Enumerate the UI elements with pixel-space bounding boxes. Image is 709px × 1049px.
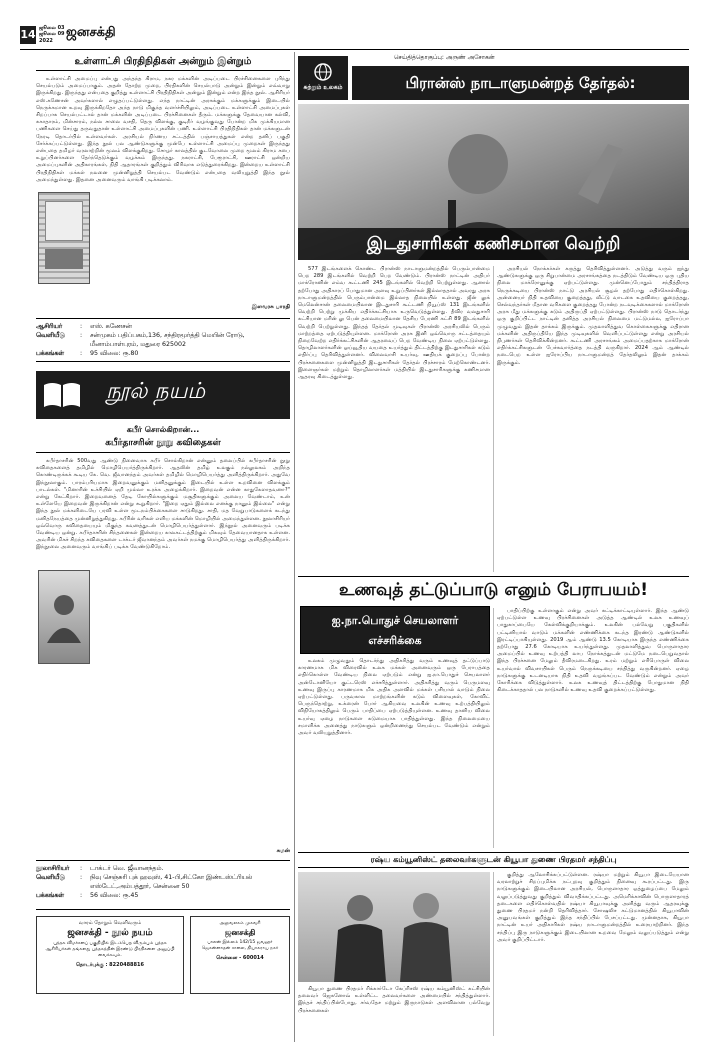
world-kicker: சுற்றும் உலகம் bbox=[303, 84, 343, 91]
page-header bbox=[20, 24, 290, 48]
meta-publisher-colon: : bbox=[80, 332, 83, 339]
leaders-photo-image bbox=[298, 872, 490, 982]
food-box-title: ஐ.நா.பொதுச் செயலாளர் எச்சரிக்கை bbox=[331, 614, 459, 647]
meta-author-key: ஆசிரியர் bbox=[36, 323, 63, 330]
meta-pages-key: பக்கங்கள் bbox=[36, 350, 64, 357]
paper-name: ஜனசக்தி bbox=[66, 25, 116, 40]
books-meta-author-value: டாக்டர் வெ. ஜீவானந்தம். bbox=[90, 865, 164, 872]
russia-col-gutter bbox=[493, 872, 494, 1036]
ad-right bbox=[190, 916, 290, 994]
food-headline: உணவுத் தட்டுப்பாடு எனும் பேராபயம்! bbox=[339, 580, 648, 600]
meta-pages-row bbox=[36, 349, 290, 358]
ad-left-title: ஜனசக்தி - நூல் நயம் bbox=[67, 928, 153, 938]
russia-headline-bar bbox=[298, 852, 689, 868]
russia-col-2 bbox=[497, 872, 689, 1036]
year: 2022 bbox=[39, 38, 53, 44]
meta-author-row bbox=[36, 322, 290, 331]
books-meta-box bbox=[36, 860, 290, 910]
books-paragraph: கபீர்தாசரின் 500வது ஆண்டு நினைவாக கபீர் சொல்கிறான் என்னும் தலைப்பில் கபீர்தாசரின் நூறு கவிதைகளைத் தமிழில் மொழிபெயர்த்திருக்கிறார். ஆதலின் தமிழ் உலகும் நல்லுலகம் அறிந்த கொண்டிருக்கக் கூடிய கே. வெ. ஜீவானந்தம் அவர்கள் தமிழில் மொழிபெயர்த்து அளித்திருக்கிறார். அதுவே இந்நூலாகும். பாரம்பரியமாக இறைவனுக்கும் மனிதனுக்கும் இடையில் உள்ள உறவினை விளக்கும் பாடல்கள். "மினாரின் உச்சியில் ஏறி முல்லா உரக்க அழைக்கிறார். இறைவன் என்ன காதுகேளாதவனா?" என்று கேட்கிறார். இறைவனைத் தேடி கோயில்களுக்கும் மசூதிகளுக்கும் அலைய வேண்டாம், உன் உள்ளேயே இறைவன் இருக்கிறான் என்று கூறுகிறார். "இறை ஏதும் இல்லை எனக்கு நானும் இல்லை" என்று இந்த நூல் மக்களிடையே பரவி உள்ள மூடநம்பிக்கைகளை சாடுகிறது. சாதி, மத வேறுபாடுகளைக் கடந்து மனிதநேயத்தை முன்னிறுத்துகிறது. கபீரின் வரிகள் எளிய மக்களின் மொழியில் அமைந்துள்ளன. நூலாசிரியர் ஒவ்வொரு கவிதையையும் மிகுந்த கவனத்துடன் மொழிபெயர்த்துள்ளார். இந்நூல் அனைவரும் படிக்க வேண்டிய ஒன்று. கபீர்தாசரின் சிந்தனைகள் இன்றைய காலகட்டத்திற்கும் மிகவும் தேவையானதாக உள்ளன. அவரின் மிகச் சிறந்த கவிதைகளை டாக்டர் ஜீவானந்தம் அவர்கள் நமக்கு மொழிபெயர்த்து அளித்திருக்கிறார். இந்நூலை அனைவரும் வாங்கிப் படிக்க வேண்டுகிறோம். bbox=[36, 458, 290, 551]
left-title-rule bbox=[36, 70, 290, 71]
books-title-1: கபீர் சொல்கிறான்... bbox=[126, 425, 200, 434]
meta-publisher-value: சன்முகம் பதிப்பகம்,136, சந்திரமூர்த்தி மெயின் ரோடு, மீனாம்பாள்புரம், மதுரை 625002 bbox=[90, 332, 245, 348]
books-meta-publisher-value: நிவு செஞ்சுரி புக் ஹவுஸ், 41-பி,சிட்கோ இண்டஸ்ட்ரியல் எஸ்டேட்,அம்பத்தூர், சென்னை 50 bbox=[90, 874, 253, 890]
column-divider bbox=[294, 52, 295, 1042]
meta-publisher-key: வெளியீடு bbox=[36, 332, 65, 339]
books-meta-author-row bbox=[36, 864, 290, 873]
food-col-gutter bbox=[493, 608, 494, 848]
books-title-2: கபீர்தாசரின் நூறு கவிதைகள் bbox=[105, 438, 221, 448]
world-photo-headline: இடதுசாரிகள் கணிசமான வெற்றி bbox=[366, 234, 621, 254]
food-col-1-paragraph: உலகம் முழுவதும் தொடர்ந்து அதிகரித்து வரும் உணவுத் தட்டுப்பாடு காரணமாக மிக விரைவில் உலக மக்கள் அனைவரும் ஒரு பேராபத்தை எதிர்கொள்ள வேண்டிய நிலை ஏற்படும் என்று ஐ.நா.பொதுச் செயலாளர் அன்டோனியோ குட்டரெஸ் எச்சரித்துள்ளார். அதிகரித்து வரும் பெருமளவு உணவு இருப்பு காரணமாக மிக அதிக அளவில் மக்கள் பசியால் வாடும் நிலை ஏற்பட்டுள்ளது. பருவகால மாற்றங்களின் கடும் விளைவுகள், கோவிட் பெருந்தொற்று, உக்ரைன் போர் ஆகியவை உலகின் உணவு உற்பத்தியிலும் விநியோகத்திலும் பெரும் பாதிப்பை ஏற்படுத்தியுள்ளன. உணவு தானிய விலை உயர்வு ஏழை நாடுகளை கடுமையாக பாதித்துள்ளது. இந்த நிலைமையை சமாளிக்க அனைத்து நாடுகளும் ஒன்றிணைந்து செயல்பட வேண்டும் என்றும் அவர் வலியுறுத்தினார். bbox=[298, 658, 490, 737]
food-box bbox=[300, 606, 490, 654]
russia-caption bbox=[298, 986, 490, 1036]
world-headline-bar bbox=[352, 66, 689, 100]
books-meta-publisher-key: வெளியீடு bbox=[36, 874, 65, 881]
books-banner-title: நூல் நயம் bbox=[106, 379, 206, 404]
world-col-1 bbox=[298, 266, 490, 572]
food-col-2-paragraph: பாதிப்பிற்கு உள்ளாகும் என்று அவர் சுட்டிக்காட்டியுள்ளார். இந்த ஆண்டு ஏற்பட்டுள்ள உணவு பிரச்சினைகள் அடுத்த ஆண்டில் உலக உணவுப் பாதுகாப்பையே கேள்விக்குறியாக்கும். உலகின் பல்வேறு பகுதிகளில் பட்டினியால் வாடும் மக்களின் எண்ணிக்கை கடந்த இரண்டு ஆண்டுகளில் இரட்டிப்பாகியுள்ளது. 2019 ஆம் ஆண்டு 13.5 கோடியாக இருந்த எண்ணிக்கை தற்போது 27.6 கோடியாக உயர்ந்துள்ளது. முதலாளித்துவ பொருளாதார அமைப்பில் உணவு உற்பத்தி லாப நோக்கத்துடன் மட்டுமே நடைபெறுவதால் இந்த பிரச்சனை மேலும் தீவிரமடைகிறது. உரம் மற்றும் எரிபொருள் விலை உயர்வால் விவசாயிகள் பெரும் நெருக்கடியை சந்தித்து வருகின்றனர். ஏழை நாடுகளுக்கு உடனடியாக நிதி உதவி வழங்கப்பட வேண்டும் என்றும் அவர் கோரிக்கை விடுத்துள்ளார். உலக உணவுத் திட்டத்திற்கு போதுமான நிதி கிடைக்காததால் பல நாடுகளில் உணவு உதவி குறைக்கப்பட்டுள்ளது. bbox=[497, 608, 689, 694]
meta-pages-colon: : bbox=[80, 350, 83, 357]
date-line-2: ஜூலை 09 bbox=[39, 31, 65, 37]
books-meta-publisher-row bbox=[36, 873, 290, 891]
meta-author-colon: : bbox=[80, 323, 83, 330]
meta-publisher-row bbox=[36, 331, 290, 349]
left-meta-box bbox=[36, 318, 290, 362]
left-article-signature: இளவரசு பாரதி bbox=[251, 304, 290, 310]
world-col-2 bbox=[497, 266, 689, 572]
ad-right-city: சென்னை - 600014 bbox=[216, 955, 264, 961]
world-photo-headline-bar bbox=[298, 228, 689, 260]
world-byline: செய்தித்தொகுப்பு: அருண் அசோகன் bbox=[394, 54, 495, 61]
ad-left-phone: தொடர்புக்கு : 8220488816 bbox=[76, 962, 144, 968]
world-col-2-paragraph: அரசியல் நோக்கர்கள் கருத்து தெரிவித்துள்ளனர். அடுத்து வரும் ஐந்து ஆண்டுகளுக்கு ஒரு சிறுபான்மை அரசாங்கத்தை நடத்திடும் வேண்டிய ஒரு புதிய நிலை மாக்ரோனுக்கு ஏற்பட்டுள்ளது. முன்னெப்போதும் சந்தித்திராத நெருக்கடியை பிரான்ஸ் நாட்டு அரசியல் சூழல் தற்போது எதிர்கொள்கிறது. அன்னையர் நிதி உதவியை குறைத்தது, வீட்டு வாடகை உதவியை குறைத்தது, செல்வந்தர்கள் மீதான வரிகளை குறைத்தது போன்ற நடவடிக்கைகளால் மாக்ரோன் அரசு மீது மக்களுக்கு கடும் அதிருப்தி ஏற்பட்டுள்ளது. பிரான்ஸ் நாடு தொடர்ந்து ஒரு குறிப்பிட்ட நாட்டின் தனித்த அரசியல் நிலைமை மட்டுமல்ல, ஐரோப்பா முழுவதும் இதன் தாக்கம் இருக்கும். முதலாளித்துவ கொள்கைகளுக்கு எதிரான மக்களின் அதிருப்தியே இந்த முடிவுகளில் வெளிப்பட்டுள்ளது என்று அரசியல் நிபுணர்கள் தெரிவிக்கின்றனர். கூட்டணி அரசாங்கம் அமைப்பதற்காக மாக்ரோன் எதிர்க்கட்சிகளுடன் பேச்சுவார்த்தை நடத்தி வருகிறார். 2024 ஆம் ஆண்டில் நடைபெற உள்ள ஐரோப்பிய நாடாளுமன்றத் தேர்தலிலும் இதன் தாக்கம் இருக்கும். bbox=[497, 266, 689, 366]
world-headline: பிரான்ஸ் நாடாளுமன்றத் தேர்தல்: bbox=[405, 74, 636, 92]
books-meta-author-key: நூலாசிரியர் bbox=[36, 865, 70, 872]
food-top-rule bbox=[298, 576, 689, 577]
header-rule bbox=[20, 49, 689, 50]
ad-right-title: ஜனசக்தி bbox=[224, 928, 256, 937]
books-signature: சுமன் bbox=[276, 848, 290, 854]
books-body bbox=[36, 458, 290, 850]
russia-headline: ரஷ்ய கம்யூனிஸ்ட் தலைவர்களுடன் கியூபா துணை பிரதமர் சந்திப்பு bbox=[370, 855, 617, 864]
books-banner bbox=[36, 371, 290, 419]
open-book-icon bbox=[42, 379, 82, 411]
date-line-1: ஜூலை 03 bbox=[39, 25, 65, 31]
food-col-1 bbox=[298, 658, 490, 848]
russia-caption-paragraph: கியூபா துணை பிரதமர் ரிக்கார்டோ கேப்ரிசஸ் ரஷ்ய கம்யூனிஸ்ட் கட்சியின் தலைவர் ஜெகனோவ் உள்ளிட்ட தலைவர்களை அண்மையில் சந்தித்துள்ளார். இந்தச் சந்திப்பின்போது, சர்வதேச மற்றும் இருநாடுகள் அளவிலான பல்வேறு பிரச்சனைகள் bbox=[298, 986, 490, 1014]
ad-left bbox=[36, 916, 184, 994]
books-meta-author-colon: : bbox=[80, 865, 83, 872]
left-article-body bbox=[36, 76, 290, 302]
world-col-1-paragraph: 577 இடங்களைக் கொண்ட பிரான்ஸ் நாடாளுமன்றத்தில் பெரும்பான்மை பெற 289 இடங்களில் வெற்றி பெற வேண்டும். பிரான்ஸ் நாட்டின் அதிபர் மாக்ரோனின் எம்வ கூட்டணி 245 இடங்களில் வெற்றி பெற்றுள்ளது. ஆனால் தற்போது அதிகாரப் போதுமான அளவு உறுப்பினர்கள் இல்லாததால் அவரது அரசு நாடாளுமன்றத்தில் பெரும்பான்மை இல்லாத நிலையில் உள்ளது. ஜீன் லுக் மெலென்சான் தலைமையிலான இடதுசாரி கூட்டணி நியூப்ஸ் 131 இடங்களில் வெற்றி பெற்று முக்கிய எதிர்க்கட்சியாக உருவெடுத்துள்ளது. தீவிர வலதுசாரி கட்சியான மரின் லு பென் தலைமையிலான தேசிய பேரணி கட்சி 89 இடங்களில் வெற்றி பெற்றுள்ளது. இந்தத் தேர்தல் முடிவுகள் பிரான்ஸ் அரசியலில் பெரும் மாற்றத்தை ஏற்படுத்தியுள்ளன. மாக்ரோன் அரசு இனி ஒவ்வொரு சட்டத்தையும் நிறைவேற்ற எதிர்க்கட்சிகளின் ஆதரவைப் பெற வேண்டிய நிலை ஏற்பட்டுள்ளது. தொழிலாளர்களின் ஓய்வூதிய வயதை உயர்த்தும் திட்டத்திற்கு இடதுசாரிகள் கடும் எதிர்ப்பு தெரிவித்துள்ளனர். விலைவாசி உயர்வு, ஊதியக் குறைப்பு போன்ற பிரச்சனைகளை முன்னிறுத்தி இடதுசாரிகள் தேர்தல் பிரச்சாரம் மேற்கொண்டனர். இளைஞர்கள் மற்றும் தொழிலாளர்கள் மத்தியில் இடதுசாரிகளுக்கு கணிசமான ஆதரவு கிடைத்துள்ளது. bbox=[298, 266, 490, 381]
left-article-paragraph: உள்ளாட்சி அமைப்பு என்பது அந்தந்த கிராம, நகர மக்களின் அடிப்படை பிரச்சினைகளை புரிந்து செயல்படும் அமைப்பாகும். அதன் தோற்ற முறை, பிரதிகளின் செயல்பாடு அன்றும் இன்றும் எவ்வாறு இருக்கிறது. இருந்தது என்பதை குறித்து உள்ளாட்சி பிரதிநிதிகள் அன்றும் இன்றும் என்ற இந்த நூல். ஆசிரியர் எஸ்.கணேசன் அவர்களால் எழுதப்பட்டுள்ளது. எந்த நாட்டின் அரசுக்கும் மக்களுக்கும் இடையில் நெருக்கமான உறவு இருக்கிறதோ அந்த நாடு மிகுந்த வளர்ச்சியிலும், அடிப்படை உள்ளாட்சி அமைப்புகள் சிறப்பாக செயல்பட்டால் தான் மக்களின் அடிப்படை பிரச்சினைகள் தீரும். மக்களுக்கு தேவையான கல்வி, சுகாதாரம், மின்சாரம், நல்ல சாலை வசதி, தெரு விளக்கு, குடிநீர் வழங்குவது போன்ற மிக முக்கியமான பணிகளை செய்து தருவதுதான் உள்ளாட்சி அமைப்புகளின் பணி. உள்ளாட்சி பிரதிநிதிகள் தான் மக்களுடன் நேரடி தொடர்பில் உள்ளவர்கள். அரசியல் நிர்ணய சட்டத்தில் பஞ்சாயத்துகள் என்ற தனிப் பகுதி சேர்க்கப்பட்டுள்ளது. இந்த நூல் பல ஆண்டுகளுக்கு முன்பே உள்ளாட்சி அமைப்பு முறைகள் இருந்தது என்பதை தமிழர் வரலாற்றின் மூலம் விளக்குகிறது. சோழர் காலத்தில் குடவோலை முறை மூலம் கிராம சபை உறுப்பினர்களை தேர்ந்தெடுக்கும் வழக்கம் இருந்தது. நகராட்சி, பேரூராட்சி, ஊராட்சி ஒன்றிய அமைப்புகளின் அதிகாரங்கள், நிதி ஆதாரங்கள் குறித்தும் விரிவாக எடுத்துரைக்கிறது. இன்றைய உள்ளாட்சி பிரதிநிதிகள் மக்கள் நலனை முன்னிறுத்தி செயல்பட வேண்டும் என்பதை வலியுறுத்தி இந்த நூல் அமைந்துள்ளது. இதனை அனைவரும் வாங்கி படிக்கலாம். bbox=[36, 76, 290, 183]
left-article-title: உள்ளாட்சி பிரதிநிதிகள் அன்றும் இன்றும் bbox=[74, 56, 252, 67]
page-number: 14 bbox=[20, 26, 36, 44]
world-col-gutter bbox=[493, 266, 494, 572]
books-title-rule bbox=[36, 452, 290, 453]
meta-author-value: எஸ். கணேசன் bbox=[90, 323, 132, 330]
books-meta-publisher-colon: : bbox=[80, 874, 83, 881]
russia-photo bbox=[298, 872, 490, 982]
books-meta-pages-row bbox=[36, 891, 290, 900]
meta-pages-value: 95 விலை: ரூ.80 bbox=[90, 350, 139, 357]
food-col-2 bbox=[497, 608, 689, 848]
globe-icon bbox=[313, 62, 333, 82]
ad-right-body: பாலன் இல்லம் 142/15 ஜவஹர் ஜெகன்னாதன் சாலை, தியாகராய நகர் bbox=[201, 940, 279, 951]
ad-left-body: புத்தக விமர்சனப் பகுதியில் இடம்பெற விரும்பும் புத்தக ஆசிரியர்கள் தங்களது புத்தகத்தின் இரண்டு பிரதிகளை அனுப்பி வைக்கவும். bbox=[45, 941, 175, 958]
world-kicker-badge bbox=[298, 56, 348, 100]
books-meta-pages-colon: : bbox=[80, 892, 83, 899]
ad-right-heading: அலுவலகம் முகவரி bbox=[219, 921, 261, 926]
books-meta-pages-value: 56 விலை: ரூ.45 bbox=[90, 892, 139, 899]
books-meta-pages-key: பக்கங்கள் bbox=[36, 892, 64, 899]
russia-col-2-paragraph: குறித்து ஆலோசிக்கப்பட்டுள்ளன. ரஷ்யா மற்றும் கியூபா இடையேயான வரலாற்றுச் சிறப்புமிக்க நட்புறவு குறித்தும் நினைவு கூரப்பட்டது. இரு நாடுகளுக்கும் இடையிலான அரசியல், பொருளாதார ஒத்துழைப்பை மேலும் வலுப்படுத்துவது குறித்தும் விவாதிக்கப்பட்டது. அமெரிக்காவின் பொருளாதாரத் தடைகளை எதிர்கொள்வதில் ரஷ்யா கியூபாவுக்கு அளித்து வரும் ஆதரவுக்கு துணை பிரதமர் நன்றி தெரிவித்தார். சோஷலிச கட்டுமானத்தில் கியூபாவின் அனுபவங்கள் குறித்தும் இந்த சந்திப்பில் பேசப்பட்டது. முன்னதாக, கியூபா நாட்டின் உயர் அதிகாரிகள் ரஷ்ய நாடாளுமன்றத்தில் உரையாற்றினர். இந்த சந்திப்பு இரு நாடுகளுக்கும் இடையிலான உறவை மேலும் வலுப்படுத்தும் என்று அவர் குறிப்பிட்டார். bbox=[497, 872, 689, 943]
ad-left-heading: வாரம் தோறும் வெளிவரும் bbox=[78, 920, 142, 926]
